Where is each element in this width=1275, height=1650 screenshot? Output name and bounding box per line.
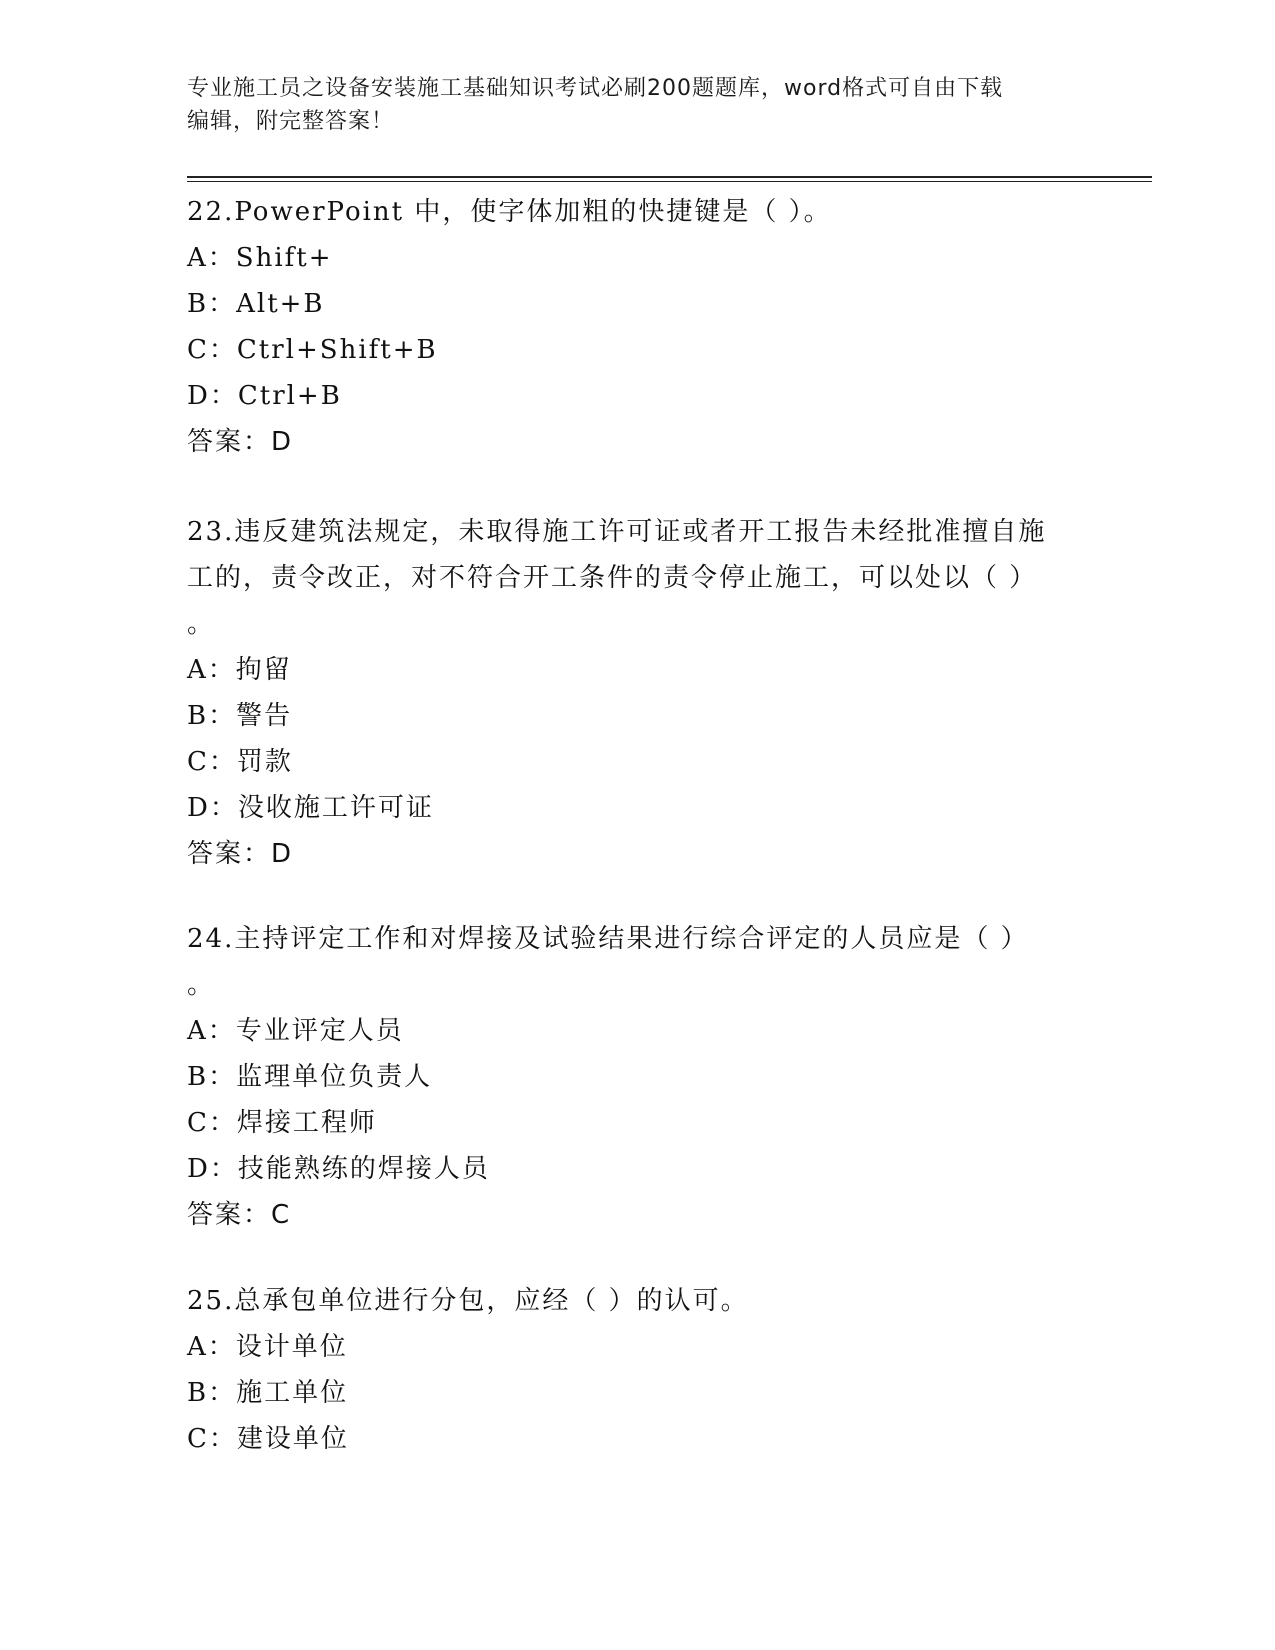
header-divider-bottom bbox=[187, 181, 1152, 182]
option-c: C：焊接工程师 bbox=[187, 1108, 377, 1138]
option-c: C：Ctrl+Shift+B bbox=[187, 335, 438, 365]
question-stem-line1: 24.主持评定工作和对焊接及试验结果进行综合评定的人员应是（ ） bbox=[187, 924, 1029, 954]
question-stem: 22.PowerPoint 中，使字体加粗的快捷键是（ ）。 bbox=[187, 197, 832, 227]
option-a: A：拘留 bbox=[187, 655, 292, 685]
option-b: B：Alt+B bbox=[187, 289, 325, 319]
question-22 bbox=[187, 189, 1077, 465]
answer-line: 答案：D bbox=[187, 839, 294, 869]
question-stem-line2: 。 bbox=[187, 970, 216, 1000]
option-c: C：建设单位 bbox=[187, 1424, 349, 1454]
option-b: B：施工单位 bbox=[187, 1378, 349, 1408]
header-title-line1: 专业施工员之设备安装施工基础知识考试必刷200题题库，word格式可自由下载 bbox=[187, 76, 1004, 101]
answer-line: 答案：D bbox=[187, 427, 294, 457]
option-d: D：Ctrl+B bbox=[187, 381, 342, 411]
question-25 bbox=[187, 1278, 1077, 1462]
question-stem-line2: 工的，责令改正，对不符合开工条件的责令停止施工，可以处以（ ） bbox=[187, 563, 1038, 593]
option-a: A：设计单位 bbox=[187, 1332, 348, 1362]
option-c: C：罚款 bbox=[187, 747, 293, 777]
question-stem: 25.总承包单位进行分包，应经（ ）的认可。 bbox=[187, 1286, 749, 1316]
option-b: B：警告 bbox=[187, 701, 293, 731]
question-23 bbox=[187, 509, 1077, 877]
question-stem-line3: 。 bbox=[187, 609, 216, 639]
header-divider-top bbox=[187, 176, 1152, 178]
option-d: D：技能熟练的焊接人员 bbox=[187, 1154, 490, 1184]
question-24 bbox=[187, 916, 1077, 1238]
option-a: A：专业评定人员 bbox=[187, 1016, 404, 1046]
header-title-line2: 编辑，附完整答案！ bbox=[187, 109, 395, 134]
option-b: B：监理单位负责人 bbox=[187, 1062, 433, 1092]
question-stem-line1: 23.违反建筑法规定，未取得施工许可证或者开工报告未经批准擅自施 bbox=[187, 517, 1047, 547]
option-a: A：Shift+ bbox=[187, 243, 333, 273]
answer-line: 答案：C bbox=[187, 1200, 292, 1230]
document-header bbox=[187, 72, 1067, 138]
option-d: D：没收施工许可证 bbox=[187, 793, 434, 823]
